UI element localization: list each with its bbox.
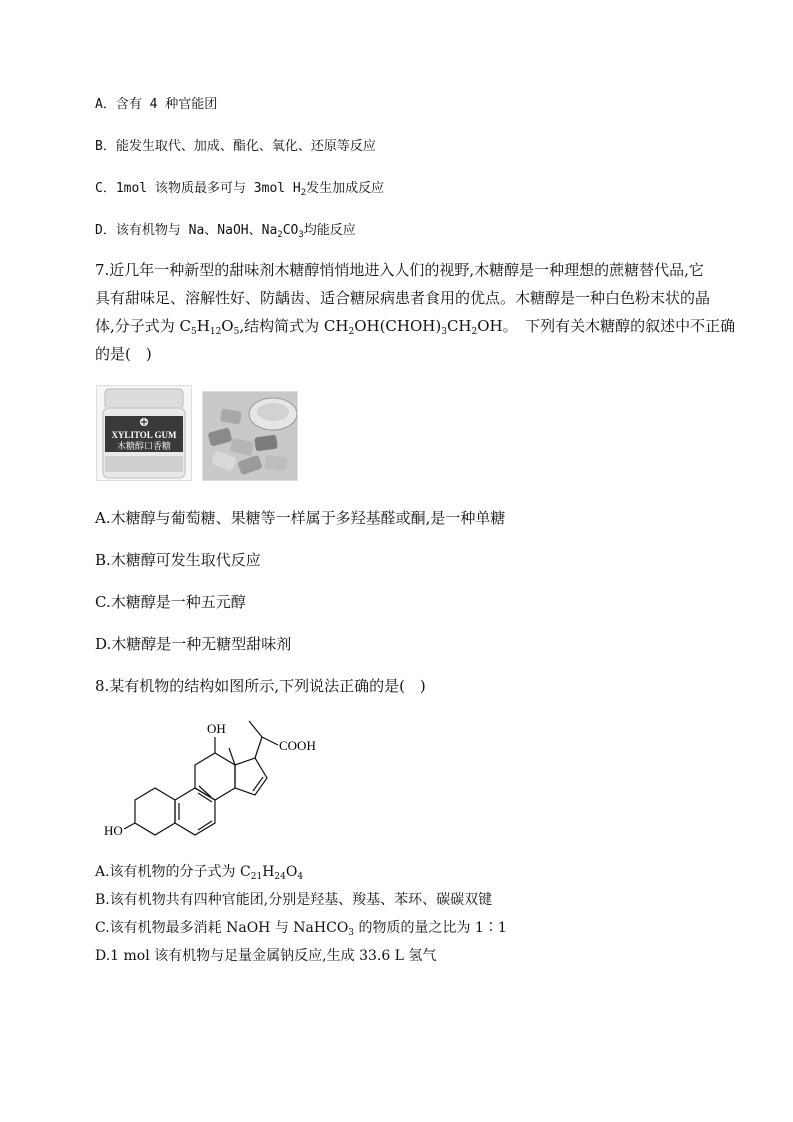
structure-oh-top-label: OH xyxy=(207,721,226,736)
q8-option-c: C.该有机物最多消耗 NaOH 与 NaHCO$_3$ 的物质的量之比为 1∶1 xyxy=(95,920,507,938)
q8-option-b: B.该有机物共有四种官能团,分别是羟基、羧基、苯环、碳碳双键 xyxy=(95,892,493,908)
xylitol-bottle-photo xyxy=(96,385,192,481)
q7-stem-line-3: 体,分子式为 $C_5H_{12}O_5$,结构简式为 $CH_2OH(CHOH)_3CH_2OH$。 下列有关木糖醇的叙述中不正确 xyxy=(95,317,736,337)
bottle-illustration xyxy=(97,386,191,480)
q7-stem xyxy=(95,256,736,368)
q6-option-a: A．含有 4 种官能团 xyxy=(95,97,218,112)
q6-option-b: B．能发生取代、加成、酯化、氧化、还原等反应 xyxy=(95,139,376,154)
xylitol-gum-pieces-photo xyxy=(202,391,298,481)
structure-ho-label: HO xyxy=(104,823,123,838)
q7-option-b: B.木糖醇可发生取代反应 xyxy=(95,551,261,569)
bottle-label-en: XYLITOL GUM xyxy=(111,430,177,440)
q7-option-a: A.木糖醇与葡萄糖、果糖等一样属于多羟基醛或酮,是一种单糖 xyxy=(95,509,506,527)
q6-option-c: C．1mol 该物质最多可与 3mol $H_2$发生加成反应 xyxy=(95,181,385,198)
bottle-label-cn: 木糖醇口香糖 xyxy=(116,441,172,451)
q7-option-d: D.木糖醇是一种无糖型甜味剂 xyxy=(95,635,292,653)
q6-option-d: D．该有机物与 Na、NaOH、$Na_2CO_3$均能反应 xyxy=(95,223,356,240)
gum-pieces-illustration xyxy=(203,392,297,480)
q7-stem-line-2: 具有甜味足、溶解性好、防龋齿、适合糖尿病患者食用的优点。木糖醇是一种白色粉末状的晶 xyxy=(95,289,711,307)
q8-option-d: D.1 mol 该有机物与足量金属钠反应,生成 33.6 L 氢气 xyxy=(95,948,437,964)
q7-option-c: C.木糖醇是一种五元醇 xyxy=(95,593,246,611)
organic-structure-diagram xyxy=(100,715,330,850)
q7-stem-line-1: 7.近几年一种新型的甜味剂木糖醇悄悄地进入人们的视野,木糖醇是一种理想的蔗糖替代品,它 xyxy=(95,261,704,279)
q7-stem-line-4: 的是( ) xyxy=(95,345,152,363)
structure-cooh-label: COOH xyxy=(279,738,316,753)
q8-option-a: A.该有机物的分子式为 $C_{21}H_{24}O_4$ xyxy=(95,864,304,882)
q8-stem: 8.某有机物的结构如图所示,下列说法正确的是( ) xyxy=(95,677,426,695)
